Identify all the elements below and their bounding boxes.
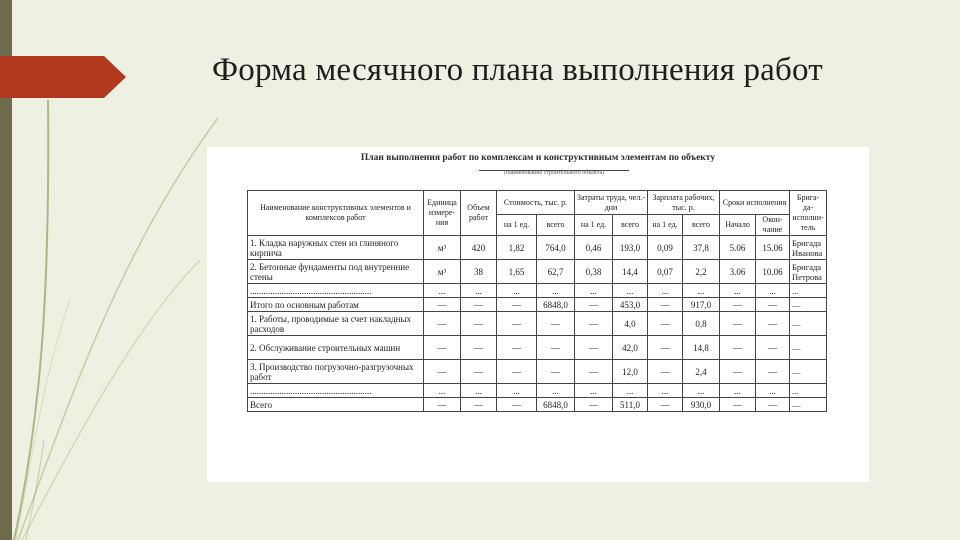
cell-labor-total: 42,0: [613, 336, 648, 360]
cell-cost-total: 764,0: [537, 236, 575, 260]
cell-cost-unit: —: [497, 298, 537, 312]
cell-start: 3.06: [720, 260, 756, 284]
cell-unit: —: [424, 312, 461, 336]
cell-labor-total: ...: [613, 384, 648, 398]
cell-name: ......................................................: [248, 384, 424, 398]
cell-labor-unit: ...: [575, 284, 613, 298]
cell-labor-unit: —: [575, 336, 613, 360]
cell-end: —: [756, 398, 790, 412]
cell-brigade: ...: [790, 384, 827, 398]
header-start: Начало: [720, 215, 756, 236]
header-labor-per-unit: на 1 ед.: [575, 215, 613, 236]
header-wage-per-unit: на 1 ед.: [648, 215, 683, 236]
cell-name: 1. Кладка наружных стен из глиняного кирпича: [248, 236, 424, 260]
cell-start: —: [720, 360, 756, 384]
work-plan-table: [247, 190, 827, 412]
header-end: Окон-чание: [756, 215, 790, 236]
cell-wage-total: 14,8: [683, 336, 720, 360]
cell-end: 15.06: [756, 236, 790, 260]
cell-volume: —: [461, 336, 497, 360]
header-labor: Затраты труда, чел.-дни: [575, 191, 648, 215]
cell-wage-unit: —: [648, 298, 683, 312]
cell-brigade: —: [790, 312, 827, 336]
cell-unit: —: [424, 398, 461, 412]
cell-wage-total: 930,0: [683, 398, 720, 412]
cell-wage-total: ...: [683, 284, 720, 298]
cell-wage-unit: ...: [648, 384, 683, 398]
cell-unit: м³: [424, 236, 461, 260]
cell-wage-unit: —: [648, 398, 683, 412]
cell-labor-total: 12,0: [613, 360, 648, 384]
cell-start: —: [720, 312, 756, 336]
table-row: [248, 236, 827, 260]
cell-wage-total: 917,0: [683, 298, 720, 312]
cell-volume: 420: [461, 236, 497, 260]
cell-wage-unit: —: [648, 336, 683, 360]
cell-cost-total: —: [537, 336, 575, 360]
cell-cost-unit: 1,65: [497, 260, 537, 284]
cell-wage-unit: —: [648, 360, 683, 384]
cell-labor-unit: —: [575, 398, 613, 412]
table-row: [248, 336, 827, 360]
table-body: [248, 236, 827, 412]
cell-cost-unit: ...: [497, 284, 537, 298]
cell-labor-unit: —: [575, 298, 613, 312]
cell-volume: —: [461, 398, 497, 412]
table-row: [248, 360, 827, 384]
cell-end: 10.06: [756, 260, 790, 284]
header-wage-total: всего: [683, 215, 720, 236]
cell-start: —: [720, 336, 756, 360]
cell-start: ...: [720, 384, 756, 398]
cell-wage-unit: ...: [648, 284, 683, 298]
cell-end: —: [756, 360, 790, 384]
cell-unit: м³: [424, 260, 461, 284]
cell-cost-unit: —: [497, 398, 537, 412]
cell-cost-unit: —: [497, 360, 537, 384]
cell-cost-unit: —: [497, 312, 537, 336]
header-name: Наименование конструктивных элементов и комплексов работ: [248, 191, 424, 236]
cell-cost-total: ...: [537, 384, 575, 398]
table-row: [248, 284, 827, 298]
header-labor-total: всего: [613, 215, 648, 236]
cell-labor-unit: 0,46: [575, 236, 613, 260]
cell-name: Итого по основным работам: [248, 298, 424, 312]
cell-volume: 38: [461, 260, 497, 284]
cell-cost-total: 6848,0: [537, 298, 575, 312]
cell-volume: —: [461, 312, 497, 336]
header-cost: Стоимость, тыс. р.: [497, 191, 575, 215]
header-cost-per-unit: на 1 ед.: [497, 215, 537, 236]
cell-name: 2. Бетонные фундаменты под внутренние стены: [248, 260, 424, 284]
cell-name: 2. Обслуживание строительных машин: [248, 336, 424, 360]
table-row: [248, 384, 827, 398]
cell-wage-total: 0,8: [683, 312, 720, 336]
cell-end: ...: [756, 384, 790, 398]
cell-wage-total: 2,2: [683, 260, 720, 284]
cell-unit: —: [424, 336, 461, 360]
cell-labor-unit: ...: [575, 384, 613, 398]
header-brigade: Брига-да-исполни-тель: [790, 191, 827, 236]
cell-name: Всего: [248, 398, 424, 412]
object-name-caption: (наименование строительного объекта): [503, 170, 605, 176]
cell-brigade: —: [790, 336, 827, 360]
cell-brigade: —: [790, 398, 827, 412]
cell-unit: —: [424, 298, 461, 312]
cell-brigade: —: [790, 298, 827, 312]
table-row: [248, 260, 827, 284]
header-wages: Зарплата рабочих, тыс. р.: [648, 191, 720, 215]
cell-volume: ...: [461, 284, 497, 298]
cell-wage-unit: 0,09: [648, 236, 683, 260]
cell-cost-total: 6848,0: [537, 398, 575, 412]
cell-brigade: ...: [790, 284, 827, 298]
cell-cost-unit: 1,82: [497, 236, 537, 260]
cell-labor-total: 14,4: [613, 260, 648, 284]
table-row: [248, 312, 827, 336]
header-volume: Объем работ: [461, 191, 497, 236]
cell-start: —: [720, 298, 756, 312]
cell-labor-total: 4,0: [613, 312, 648, 336]
document-heading: План выполнения работ по комплексам и конструктивным элементам по объекту: [360, 153, 716, 163]
cell-cost-total: —: [537, 312, 575, 336]
cell-labor-unit: —: [575, 360, 613, 384]
cell-end: —: [756, 298, 790, 312]
title-accent-tab: [0, 56, 126, 98]
cell-volume: —: [461, 298, 497, 312]
cell-start: —: [720, 398, 756, 412]
cell-name: 3. Производство погрузочно-разгрузочных работ: [248, 360, 424, 384]
cell-cost-unit: ...: [497, 384, 537, 398]
cell-brigade: —: [790, 360, 827, 384]
cell-volume: —: [461, 360, 497, 384]
cell-end: —: [756, 336, 790, 360]
table-row: [248, 298, 827, 312]
slide-title: Форма месячного плана выполнения работ: [212, 52, 823, 88]
cell-brigade: Бригада Петрова: [790, 260, 827, 284]
cell-cost-total: —: [537, 360, 575, 384]
cell-labor-unit: 0,38: [575, 260, 613, 284]
cell-cost-total: 62,7: [537, 260, 575, 284]
cell-labor-total: 193,0: [613, 236, 648, 260]
cell-start: 5.06: [720, 236, 756, 260]
cell-start: ...: [720, 284, 756, 298]
cell-wage-unit: 0,07: [648, 260, 683, 284]
cell-volume: ...: [461, 384, 497, 398]
cell-wage-total: 37,8: [683, 236, 720, 260]
cell-wage-total: 2,4: [683, 360, 720, 384]
header-terms: Сроки исполнения: [720, 191, 790, 215]
cell-unit: ...: [424, 384, 461, 398]
cell-end: —: [756, 312, 790, 336]
cell-wage-unit: —: [648, 312, 683, 336]
cell-name: 1. Работы, проводимые за счет накладных расходов: [248, 312, 424, 336]
cell-unit: ...: [424, 284, 461, 298]
scanned-document: [207, 147, 869, 482]
cell-end: ...: [756, 284, 790, 298]
header-cost-total: всего: [537, 215, 575, 236]
cell-labor-total: 453,0: [613, 298, 648, 312]
header-unit: Единица измере-ния: [424, 191, 461, 236]
cell-name: ......................................................: [248, 284, 424, 298]
cell-brigade: Бригада Иванова: [790, 236, 827, 260]
cell-cost-unit: —: [497, 336, 537, 360]
cell-wage-total: ...: [683, 384, 720, 398]
cell-labor-unit: —: [575, 312, 613, 336]
cell-labor-total: 511,0: [613, 398, 648, 412]
table-row: [248, 398, 827, 412]
cell-unit: —: [424, 360, 461, 384]
cell-cost-total: ...: [537, 284, 575, 298]
cell-labor-total: ...: [613, 284, 648, 298]
